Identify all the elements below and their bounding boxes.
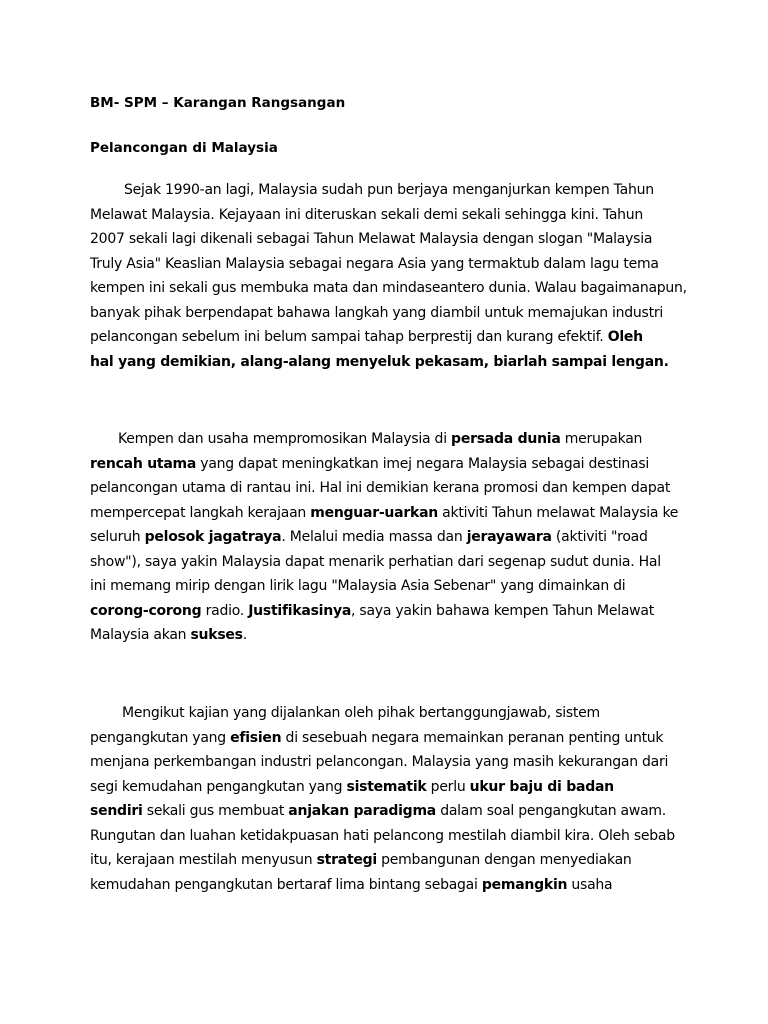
text-line — [90, 203, 690, 228]
text-segment: yang dapat meningkatkan imej negara Malaysia sebagai destinasi — [196, 455, 650, 472]
text-segment: 2007 sekali lagi dikenali sebagai Tahun Melawat Malaysia dengan slogan "Malaysia — [90, 231, 653, 247]
paragraph-2 — [90, 427, 690, 648]
bold-phrase: sukses — [190, 627, 243, 643]
text-segment: (aktiviti "road — [551, 529, 648, 545]
text-segment: kemudahan pengangkutan bertaraf lima bintang sebagai — [90, 876, 482, 893]
bold-phrase: corong-corong — [90, 602, 202, 619]
text-segment: kempen ini sekali gus membuka mata dan mindaseantero dunia. Walau bagaimanapun, — [90, 280, 687, 296]
bold-phrase: ukur baju di badan — [469, 778, 614, 795]
text-segment: pelancongan utama di rantau ini. Hal ini demikian kerana promosi dan kempen dapat — [90, 480, 671, 496]
paragraph-1 — [90, 178, 690, 374]
text-segment: . — [242, 627, 247, 643]
text-segment: banyak pihak berpendapat bahawa langkah yang diambil untuk memajukan industri — [90, 304, 663, 321]
text-segment: mempercepat langkah kerajaan — [90, 504, 311, 521]
text-segment: Mengikut kajian yang dijalankan oleh pihak bertanggungjawab, sistem — [122, 705, 600, 721]
text-segment: usaha — [567, 876, 613, 893]
text-line — [90, 848, 690, 873]
text-segment: . Melalui media massa dan — [281, 529, 467, 545]
bold-phrase: Oleh — [607, 329, 643, 345]
text-segment: dalam soal pengangkutan awam. — [436, 803, 666, 819]
text-segment: aktiviti Tahun melawat Malaysia ke — [437, 504, 679, 521]
text-line — [90, 452, 690, 477]
text-segment: , saya yakin bahawa kempen Tahun Melawat — [351, 602, 654, 619]
bold-phrase: pelosok jagatraya — [144, 529, 282, 545]
text-line — [90, 550, 690, 575]
bold-phrase: Justifikasinya — [248, 602, 352, 619]
text-line — [90, 525, 690, 550]
text-line — [90, 350, 690, 375]
text-segment: di sesebuah negara memainkan peranan penting untuk — [281, 729, 664, 746]
text-segment: radio. — [201, 602, 249, 619]
text-line — [90, 726, 690, 751]
text-line — [90, 476, 690, 501]
document-subtitle: Pelancongan di Malaysia — [90, 140, 278, 156]
text-line — [90, 501, 690, 526]
text-segment: Malaysia akan — [90, 627, 191, 643]
text-segment: seluruh — [90, 529, 145, 545]
text-line — [90, 178, 690, 203]
bold-phrase: efisien — [230, 729, 282, 746]
bold-phrase: sistematik — [346, 778, 427, 795]
text-segment: Melawat Malaysia. Kejayaan ini diteruskan sekali demi sekali sehingga kini. Tahun — [90, 206, 644, 223]
text-line — [90, 623, 690, 648]
bold-phrase: anjakan paradigma — [288, 803, 436, 819]
text-segment: ini memang mirip dengan lirik lagu "Malaysia Asia Sebenar" yang dimainkan di — [90, 578, 626, 594]
text-segment: itu, kerajaan mestilah menyusun — [90, 852, 317, 868]
text-segment: menjana perkembangan industri pelancongan. Malaysia yang masih kekurangan dari — [90, 754, 669, 770]
text-segment: pembangunan dengan menyediakan — [376, 852, 632, 868]
text-line — [90, 227, 690, 252]
text-segment: show"), saya yakin Malaysia dapat menarik perhatian dari segenap sudut dunia. Hal — [90, 553, 661, 570]
text-segment: Truly Asia" Keaslian Malaysia sebagai negara Asia yang termaktub dalam lagu tema — [90, 255, 659, 272]
text-line — [90, 750, 690, 775]
text-segment: pelancongan sebelum ini belum sampai tahap berprestij dan kurang efektif. — [90, 329, 608, 345]
bold-phrase: rencah utama — [90, 455, 197, 472]
text-segment: merupakan — [560, 431, 643, 447]
document-title: BM- SPM – Karangan Rangsangan — [90, 95, 346, 111]
text-segment: Rungutan dan luahan ketidakpuasan hati pelancong mestilah diambil kira. Oleh sebab — [90, 827, 675, 844]
bold-phrase: pemangkin — [481, 876, 568, 893]
text-segment: Sejak 1990-an lagi, Malaysia sudah pun berjaya menganjurkan kempen Tahun — [124, 182, 654, 198]
text-segment: Kempen dan usaha mempromosikan Malaysia di — [118, 431, 452, 447]
text-line — [90, 325, 690, 350]
bold-phrase: jerayawara — [466, 529, 552, 545]
text-segment: pengangkutan yang — [90, 729, 231, 746]
bold-phrase: sendiri — [90, 803, 143, 819]
text-line — [90, 775, 690, 800]
text-line — [90, 873, 690, 898]
text-line — [90, 824, 690, 849]
text-segment: segi kemudahan pengangkutan yang — [90, 778, 347, 795]
bold-phrase: hal yang demikian, alang-alang menyeluk pekasam, biarlah sampai lengan. — [90, 353, 669, 370]
text-segment: sekali gus membuat — [142, 803, 289, 819]
text-line — [90, 701, 690, 726]
bold-phrase: menguar-uarkan — [310, 504, 438, 521]
text-line — [90, 427, 690, 452]
text-line — [90, 574, 690, 599]
bold-phrase: strategi — [316, 852, 377, 868]
text-segment: perlu — [426, 778, 470, 795]
text-line — [90, 799, 690, 824]
text-line — [90, 276, 690, 301]
bold-phrase: persada dunia — [451, 431, 561, 447]
text-line — [90, 599, 690, 624]
paragraph-3 — [90, 701, 690, 897]
text-line — [90, 252, 690, 277]
text-line — [90, 301, 690, 326]
